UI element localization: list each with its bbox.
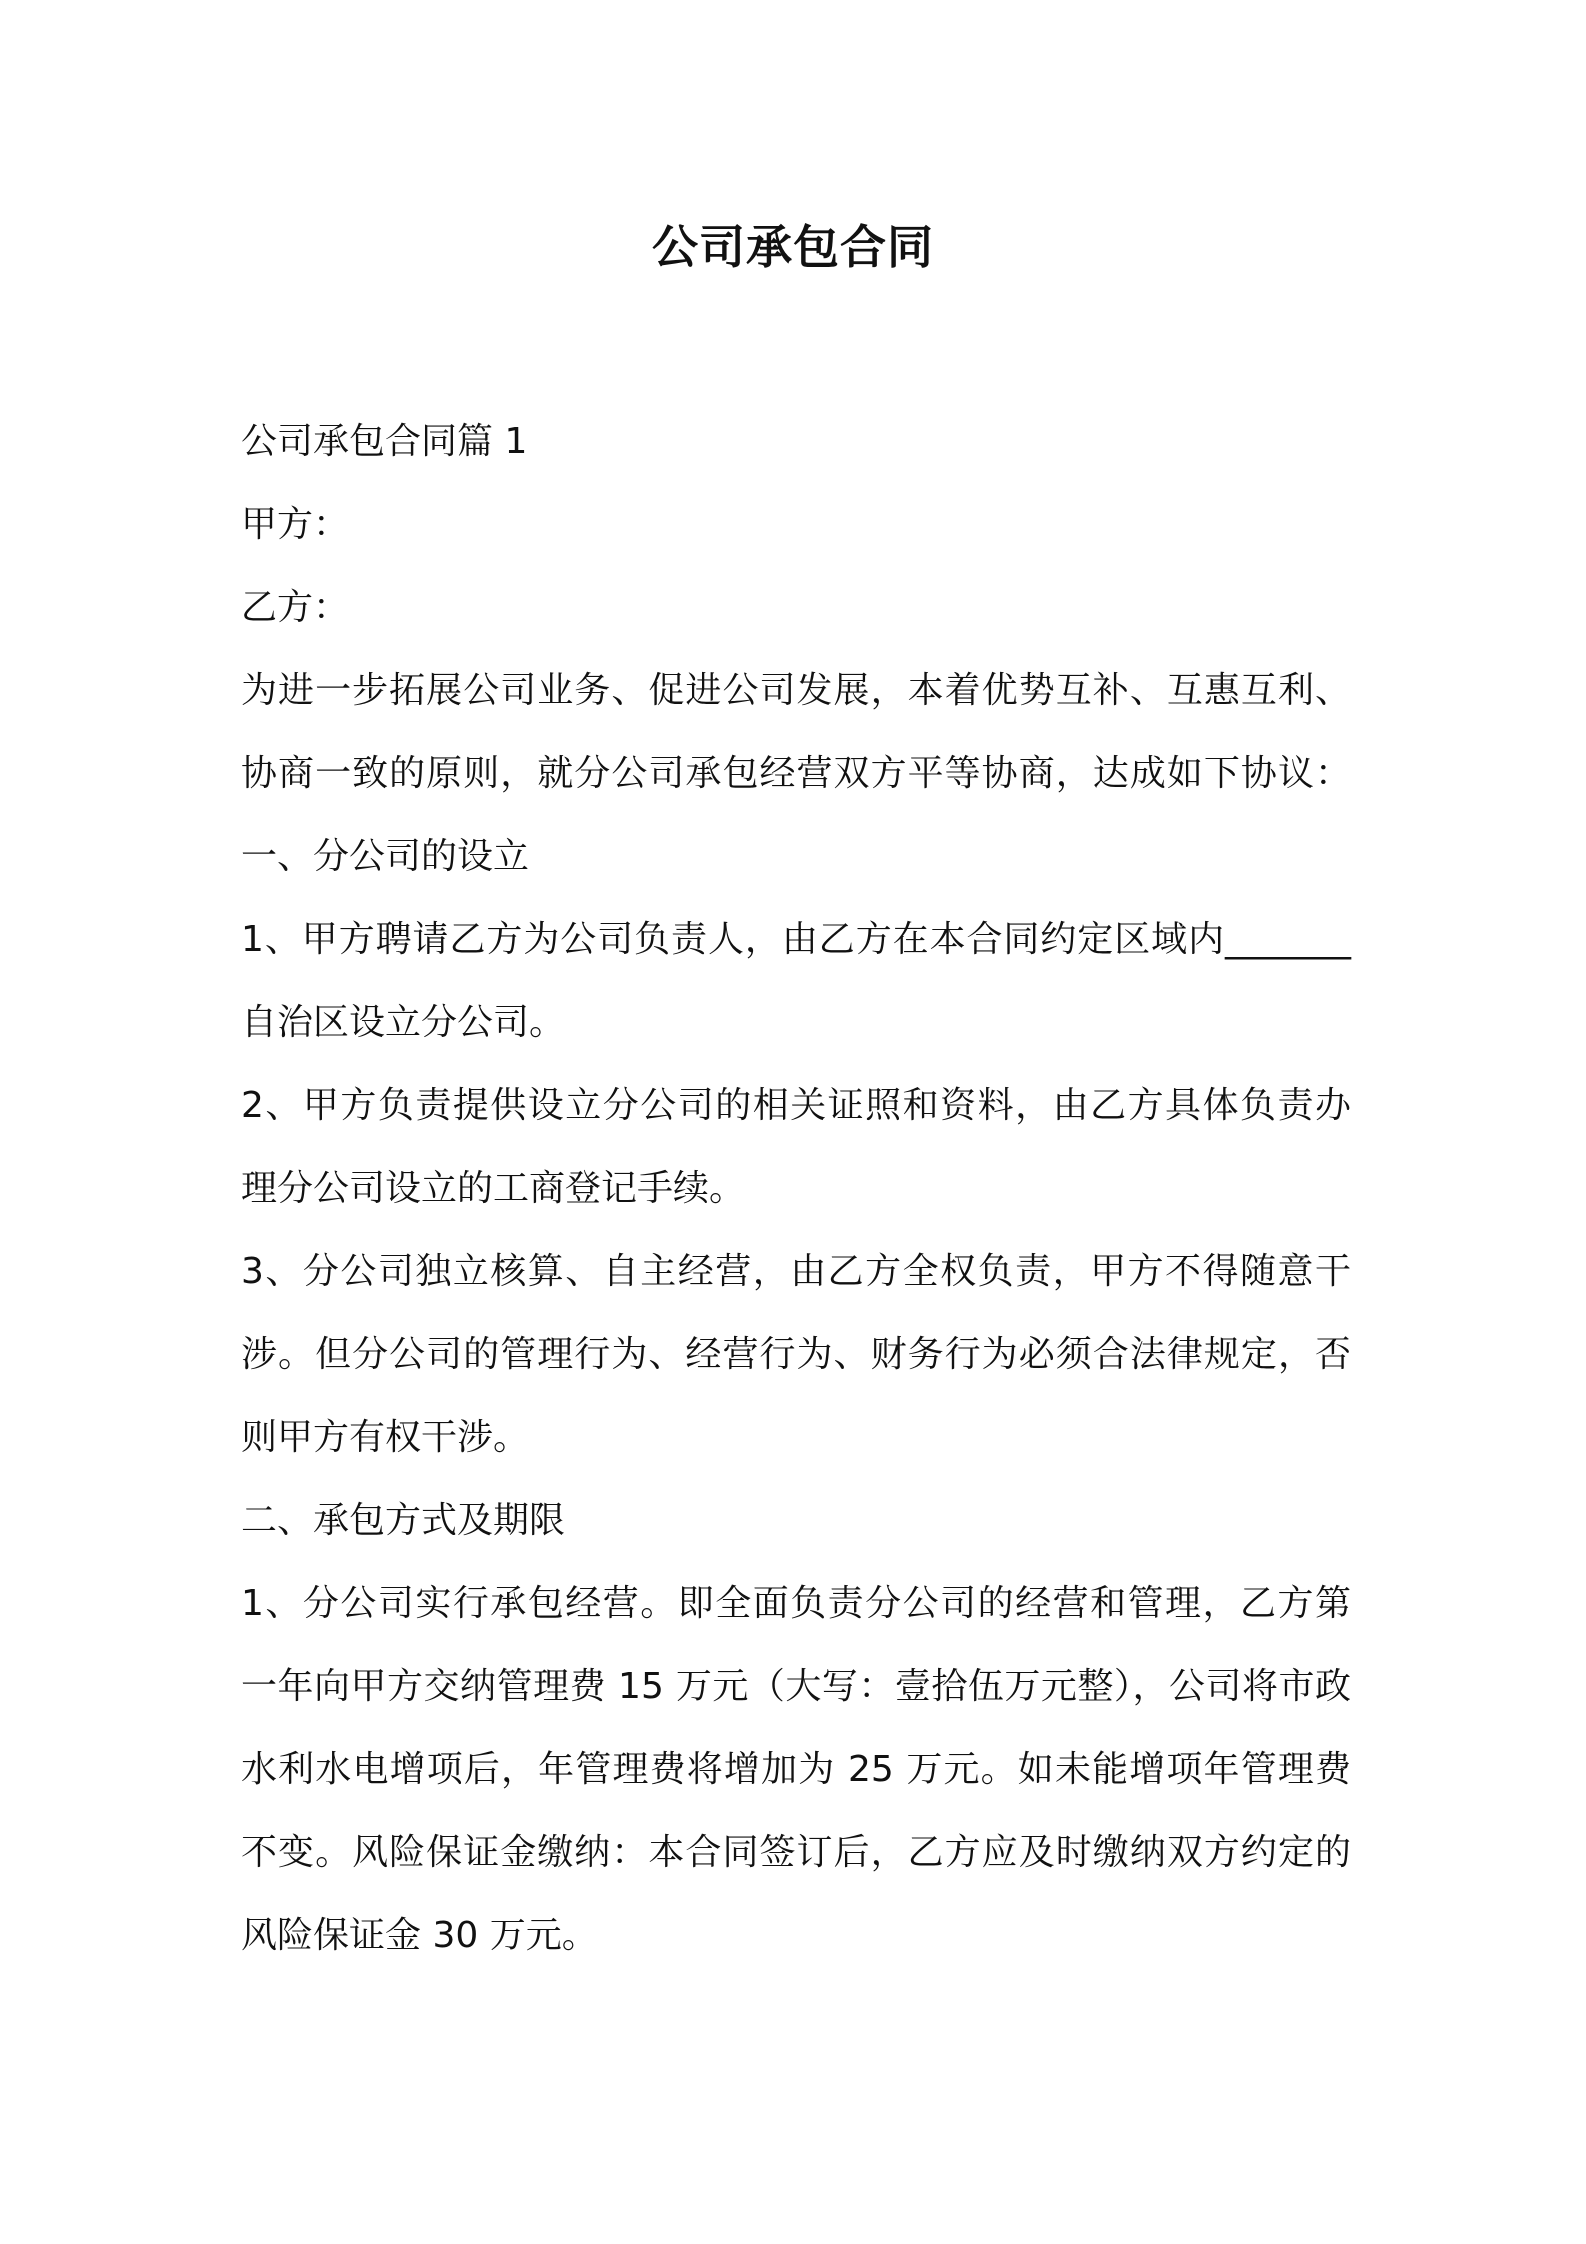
- clause-line: 风险保证金 30 万元。: [241, 1915, 598, 1956]
- clause-line: 理分公司设立的工商登记手续。: [241, 1168, 746, 1209]
- preamble-line: 为进一步拓展公司业务、促进公司发展，本着优势互补、互惠互利、: [241, 670, 1351, 711]
- document-title: 公司承包合同: [652, 220, 934, 274]
- clause-line: 2、甲方负责提供设立分公司的相关证照和资料，由乙方具体负责办: [241, 1085, 1351, 1126]
- clause-line: 涉。但分公司的管理行为、经营行为、财务行为必须合法律规定，否: [241, 1334, 1351, 1375]
- preamble-line: 协商一致的原则，就分公司承包经营双方平等协商，达成如下协议：: [241, 753, 1351, 794]
- clause-line: 自治区设立分公司。: [241, 1002, 566, 1043]
- section-heading-contract-terms: 二、承包方式及期限: [241, 1500, 566, 1541]
- clause-line: 1、甲方聘请乙方为公司负责人，由乙方在本合同约定区域内_______: [241, 919, 1351, 960]
- clause-line: 不变。风险保证金缴纳：本合同签订后，乙方应及时缴纳双方约定的: [241, 1832, 1351, 1873]
- document-body: [241, 400, 1351, 1977]
- party-a-label: 甲方：: [241, 504, 350, 545]
- party-b-label: 乙方：: [241, 587, 350, 628]
- section-heading-establishment: 一、分公司的设立: [241, 836, 530, 877]
- clause-line: 则甲方有权干涉。: [241, 1417, 530, 1458]
- clause-line: 一年向甲方交纳管理费 15 万元（大写：壹拾伍万元整），公司将市政: [241, 1666, 1351, 1707]
- clause-line: 水利水电增项后，年管理费将增加为 25 万元。如未能增项年管理费: [241, 1749, 1351, 1790]
- section-heading-part-1: 公司承包合同篇 1: [241, 421, 528, 462]
- clause-line: 1、分公司实行承包经营。即全面负责分公司的经营和管理，乙方第: [241, 1583, 1351, 1624]
- clause-line: 3、分公司独立核算、自主经营，由乙方全权负责，甲方不得随意干: [241, 1251, 1351, 1292]
